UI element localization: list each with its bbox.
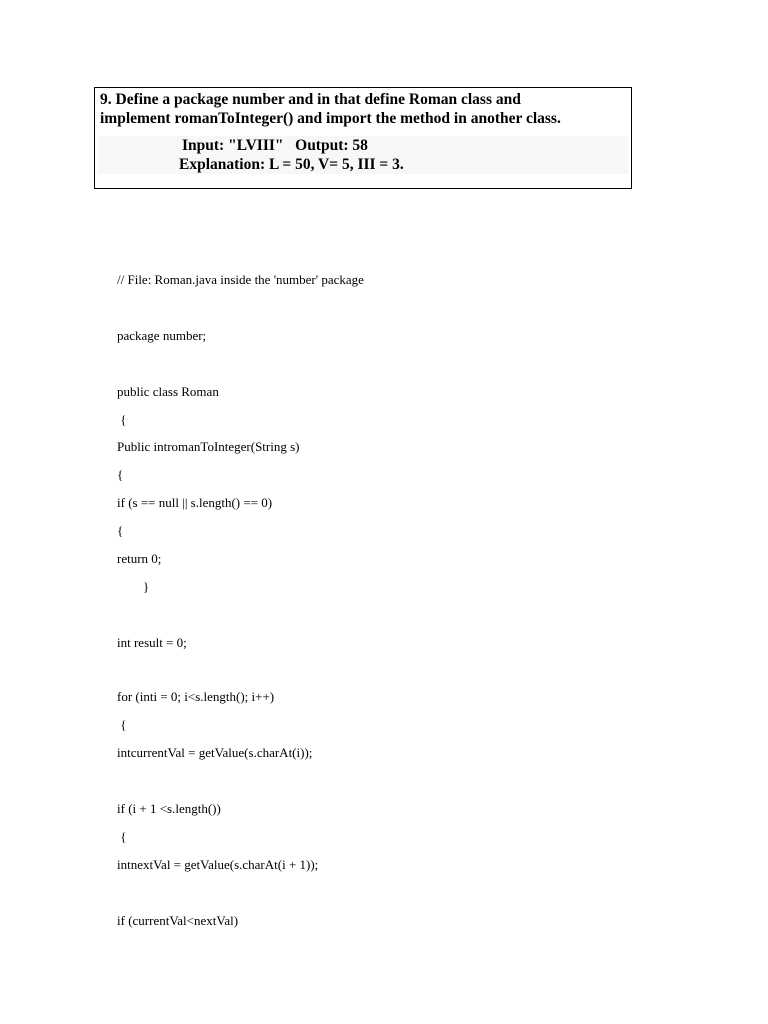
question-title-line-1: 9. Define a package number and in that define Roman class and	[100, 91, 521, 108]
code-line-next-val: intnextVal = getValue(s.charAt(i + 1));	[117, 857, 319, 872]
code-line-null-check: if (s == null || s.length() == 0)	[117, 495, 273, 510]
code-line-bounds-open-brace: {	[117, 829, 127, 844]
question-box	[94, 87, 632, 189]
code-line-return-zero: return 0;	[117, 551, 162, 566]
code-line-current-val: intcurrentVal = getValue(s.charAt(i));	[117, 745, 313, 760]
code-line-class-declaration: public class Roman	[117, 384, 219, 399]
code-line-bounds-check: if (i + 1 <s.length())	[117, 801, 221, 816]
code-line-result-init: int result = 0;	[117, 635, 187, 650]
code-line-method-open-brace: {	[117, 467, 124, 482]
example-explanation: Explanation: L = 50, V= 5, III = 3.	[179, 156, 404, 173]
code-line-if-open-brace: {	[117, 523, 124, 538]
code-line-for-open-brace: {	[117, 717, 127, 732]
code-line-for-loop: for (inti = 0; i<s.length(); i++)	[117, 689, 275, 704]
example-input-output: Input: "LVIII" Output: 58	[182, 137, 368, 154]
code-line-method-declaration: Public intromanToInteger(String s)	[117, 439, 300, 454]
code-line-if-close-brace: }	[117, 579, 150, 594]
question-title-line-2: implement romanToInteger() and import the method in another class.	[100, 110, 561, 127]
code-line-package: package number;	[117, 328, 207, 343]
code-line-comment: // File: Roman.java inside the 'number' package	[117, 272, 364, 287]
code-line-class-open-brace: {	[117, 412, 127, 427]
example-panel	[98, 136, 628, 174]
code-line-compare: if (currentVal<nextVal)	[117, 913, 239, 928]
question-title	[100, 90, 630, 128]
